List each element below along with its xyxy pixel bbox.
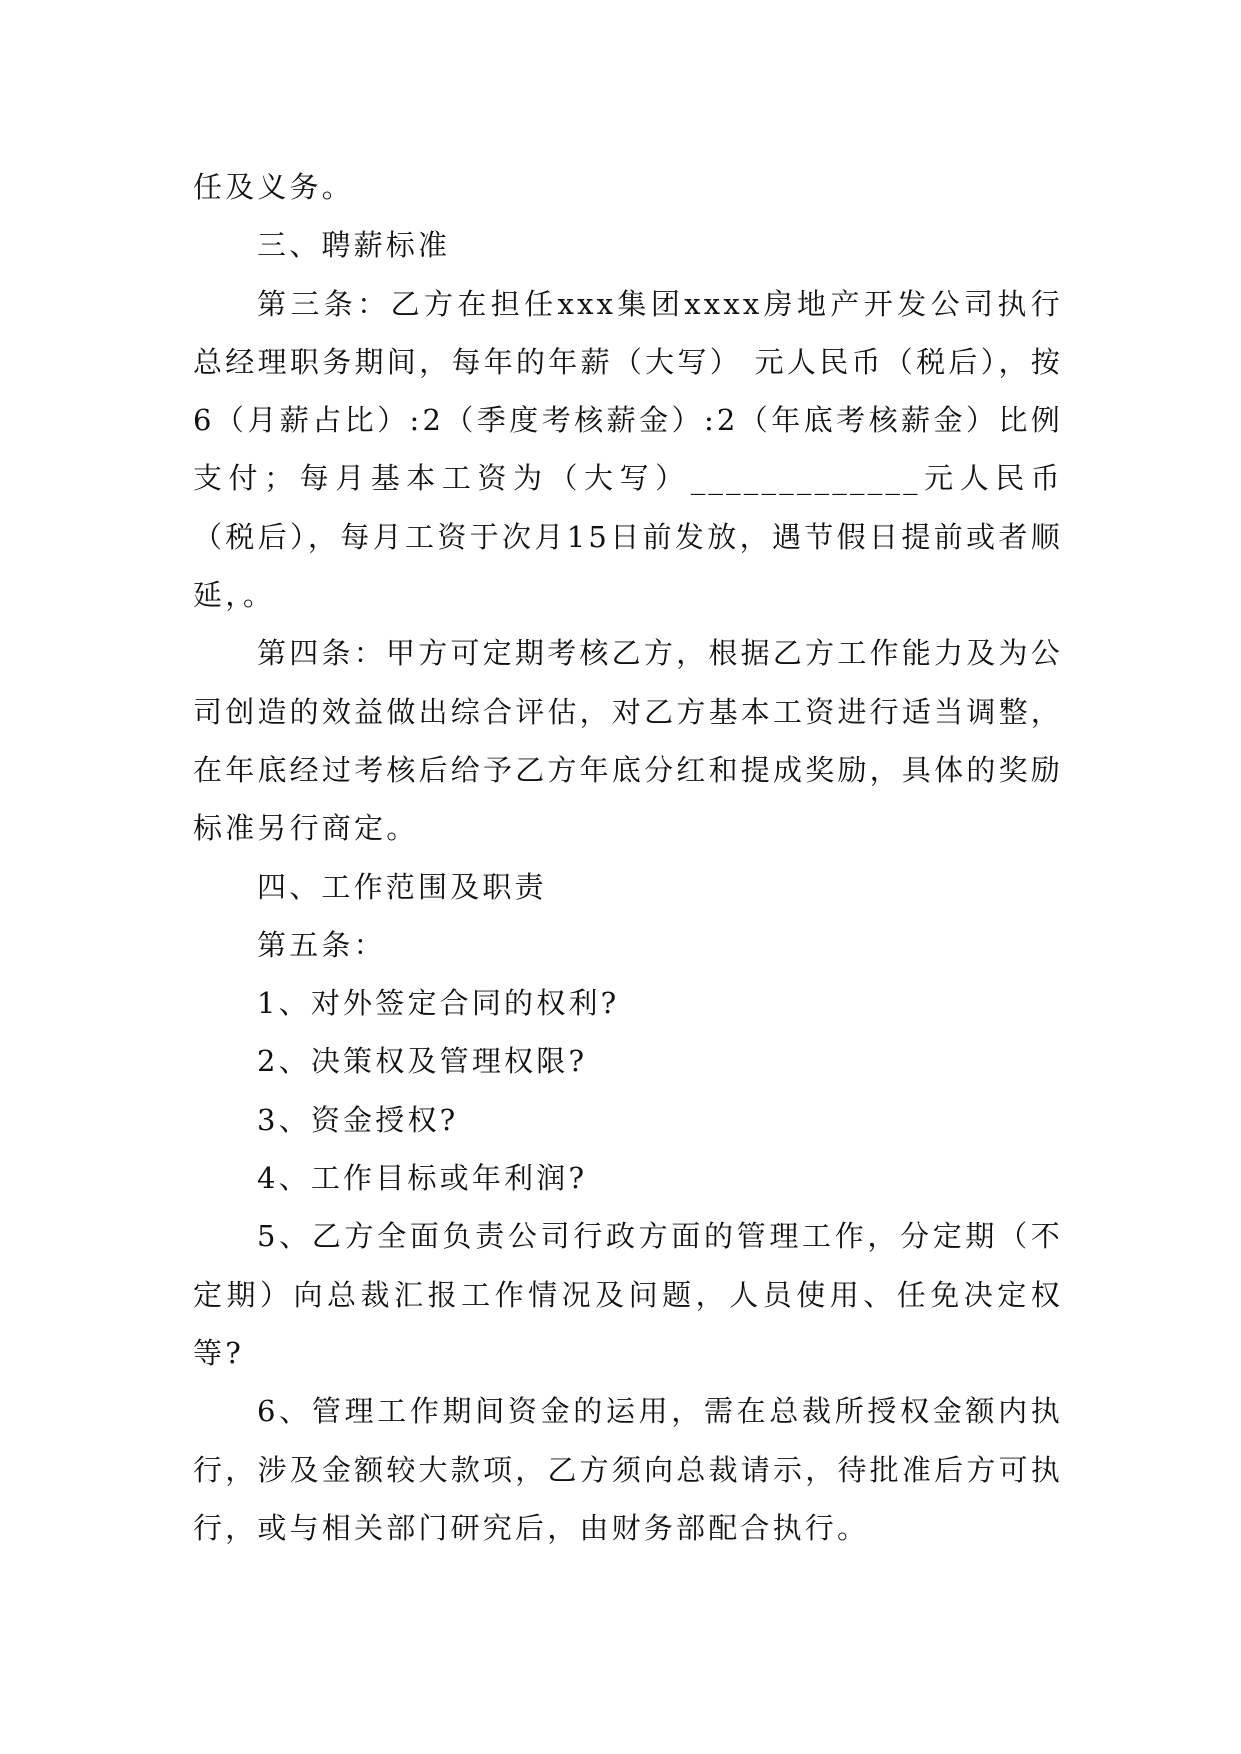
- list-item-fund-usage: 6、管理工作期间资金的运用，需在总裁所授权金额内执行，涉及金额较大款项，乙方须向总裁请示，待批准后方可执行，或与相关部门研究后，由财务部配合执行。: [193, 1394, 1063, 1545]
- section-heading-scope: 四、工作范围及职责: [257, 869, 547, 904]
- article-three: 第三条：乙方在担任xxx集团xxxx房地产开发公司执行总经理职务期间，每年的年薪（大写） 元人民币（税后），按6（月薪占比）:2（季度考核薪金）:2（年底考核薪金）比例支付；每月基本工资为（大写）_____________元人民币（税后），每月工资于次月15日前发放，遇节假日提前或者顺延，。: [193, 286, 1063, 613]
- article-five: 第五条：: [257, 927, 386, 962]
- paragraph-continuation: 任及义务。: [193, 170, 355, 204]
- section-heading-salary: 三、聘薪标准: [257, 228, 451, 263]
- list-item-decision-rights: 2、决策权及管理权限?: [257, 1044, 588, 1079]
- list-item-contract-rights: 1、对外签定合同的权利?: [257, 986, 620, 1021]
- list-item-fund-authorization: 3、资金授权?: [257, 1102, 459, 1137]
- article-four: 第四条：甲方可定期考核乙方，根据乙方工作能力及为公司创造的效益做出综合评估，对乙方基本工资进行适当调整，在年底经过考核后给予乙方年底分红和提成奖励，具体的奖励标准另行商定。: [193, 636, 1063, 846]
- list-item-admin-responsibility: 5、乙方全面负责公司行政方面的管理工作，分定期（不定期）向总裁汇报工作情况及问题，人员使用、任免决定权等?: [193, 1219, 1063, 1370]
- document-page: [193, 158, 1063, 1557]
- list-item-work-targets: 4、工作目标或年利润?: [257, 1161, 588, 1196]
